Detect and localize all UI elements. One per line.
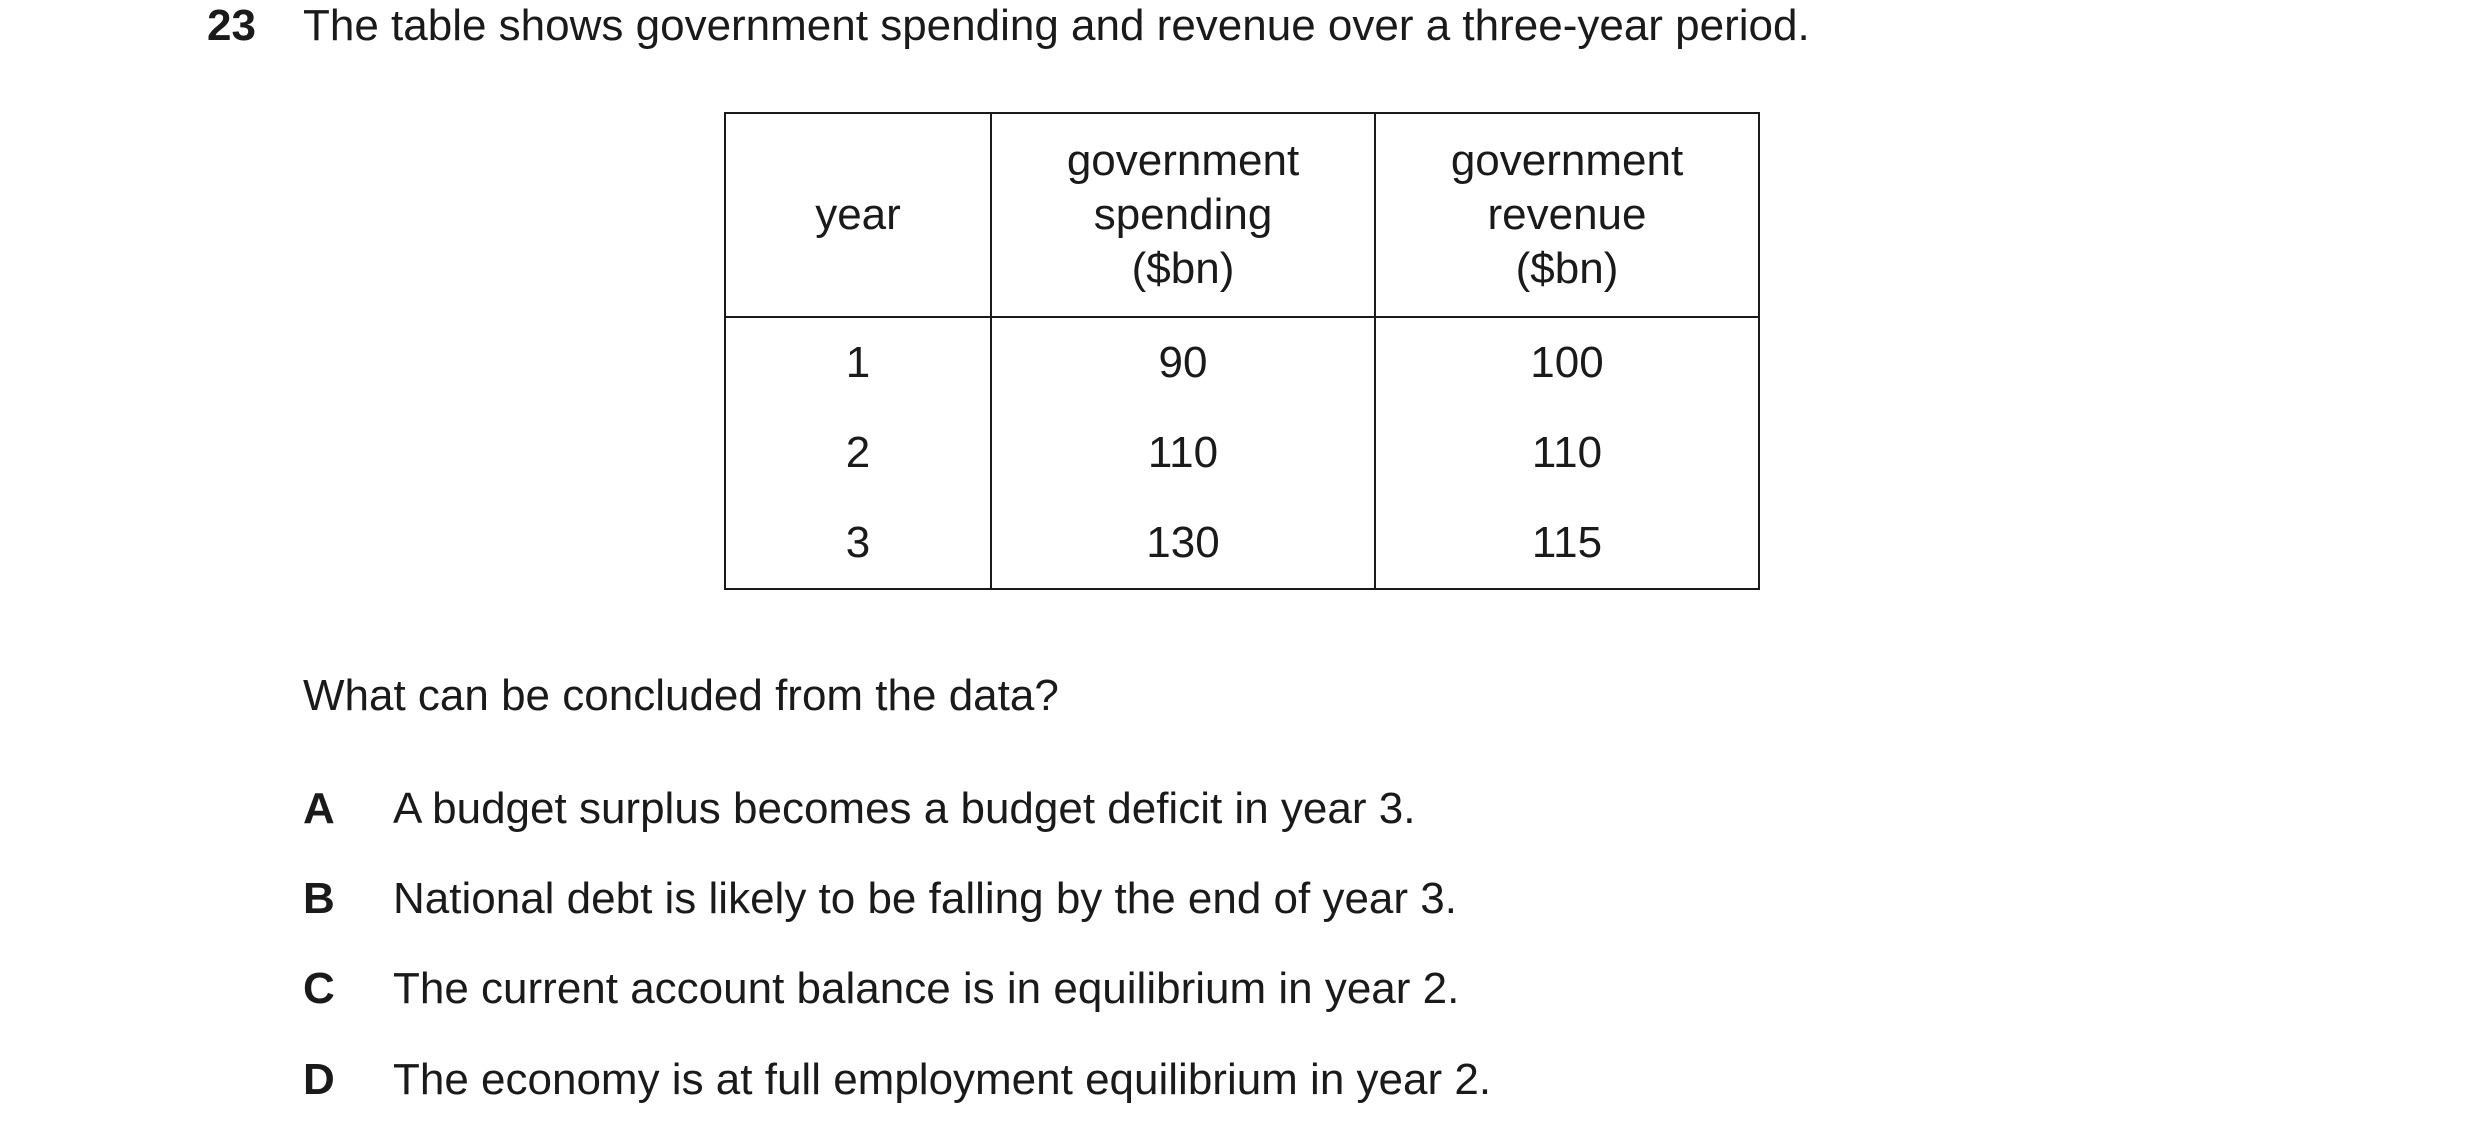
question-stem: The table shows government spending and revenue over a three-year period. xyxy=(303,1,1810,50)
cell-revenue: 110 xyxy=(1375,408,1759,498)
cell-revenue: 115 xyxy=(1375,498,1759,589)
cell-spending: 110 xyxy=(991,408,1375,498)
option-d[interactable] xyxy=(303,1054,1491,1106)
cell-spending: 130 xyxy=(991,498,1375,589)
header-spending-line-2: spending xyxy=(1093,190,1273,239)
option-text: The current account balance is in equilibrium in year 2. xyxy=(393,964,1460,1013)
option-text: A budget surplus becomes a budget deficit in year 3. xyxy=(393,784,1416,833)
option-text: The economy is at full employment equilibrium in year 2. xyxy=(393,1055,1492,1104)
header-revenue-line-2: revenue xyxy=(1487,190,1647,239)
cell-year: 2 xyxy=(725,408,991,498)
header-government-spending xyxy=(991,113,1375,317)
header-revenue-line-1: government xyxy=(1450,136,1684,185)
header-revenue-line-3: ($bn) xyxy=(1515,244,1619,293)
option-letter: A xyxy=(303,784,335,833)
option-letter: B xyxy=(303,874,335,923)
option-c[interactable] xyxy=(303,963,1459,1015)
option-letter: C xyxy=(303,964,335,1013)
option-text: National debt is likely to be falling by the end of year 3. xyxy=(393,874,1457,923)
cell-year: 3 xyxy=(725,498,991,589)
header-spending-line-1: government xyxy=(1066,136,1300,185)
option-a[interactable] xyxy=(303,783,1415,835)
table-row xyxy=(725,498,1759,589)
option-b[interactable] xyxy=(303,873,1457,925)
cell-revenue: 100 xyxy=(1375,317,1759,408)
table-header-row xyxy=(725,113,1759,317)
table-row xyxy=(725,317,1759,408)
question-number: 23 xyxy=(207,1,256,50)
cell-spending: 90 xyxy=(991,317,1375,408)
option-letter: D xyxy=(303,1055,335,1104)
header-year xyxy=(725,113,991,317)
table-row xyxy=(725,408,1759,498)
cell-year: 1 xyxy=(725,317,991,408)
data-table xyxy=(724,112,1760,590)
question-prompt: What can be concluded from the data? xyxy=(303,671,1059,720)
header-year-label: year xyxy=(815,190,901,239)
header-government-revenue xyxy=(1375,113,1759,317)
header-spending-line-3: ($bn) xyxy=(1131,244,1235,293)
